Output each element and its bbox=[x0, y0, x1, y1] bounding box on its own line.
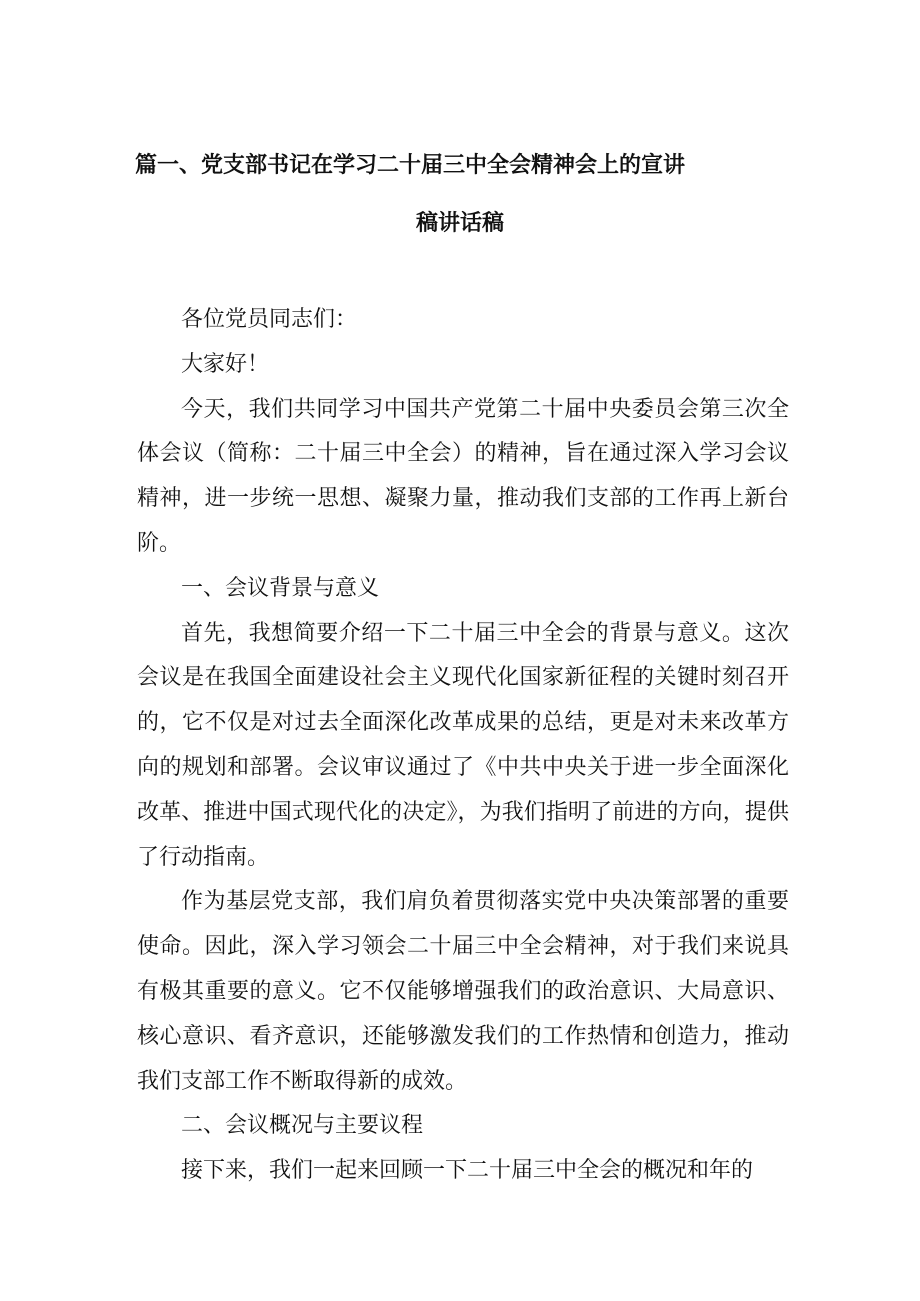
document-title-line-2: 稿讲话稿 bbox=[415, 211, 504, 236]
salutation: 各位党员同志们： bbox=[181, 307, 358, 332]
intro-paragraph: 今天，我们共同学习中国共产党第二十届中央委员会第三次全体会议（简称：二十届三中全会）的精神，旨在通过深入学习会议精神，进一步统一思想、凝聚力量，推动我们支部的工作再上新台阶。 bbox=[137, 396, 789, 556]
section-2-heading: 二、会议概况与主要议程 bbox=[181, 1113, 424, 1139]
section-2-paragraph-1: 接下来，我们一起来回顾一下二十届三中全会的概况和年的 bbox=[181, 1158, 754, 1184]
section-1-paragraph-2: 作为基层党支部，我们肩负着贯彻落实党中央决策部署的重要使命。因此，深入学习领会二十届三中全会精神，对于我们来说具有极其重要的意义。它不仅能够增强我们的政治意识、大局意识、核心意识、看齐意识，还能够激发我们的工作热情和创造力，推动我们支部工作不断取得新的成效。 bbox=[137, 889, 789, 1094]
document-body bbox=[137, 298, 789, 1194]
section-1-heading: 一、会议背景与意义 bbox=[181, 575, 380, 601]
document-title-line-1: 篇一、党支部书记在学习二十届三中全会精神会上的宣讲 bbox=[135, 153, 686, 178]
greeting: 大家好！ bbox=[181, 351, 270, 377]
section-1-paragraph-1: 首先，我想简要介绍一下二十届三中全会的背景与意义。这次会议是在我国全面建设社会主义现代化国家新征程的关键时刻召开的，它不仅是对过去全面深化改革成果的总结，更是对未来改革方向的规划和部署。会议审议通过了《中共中央关于进一步全面深化改革、推进中国式现代化的决定》，为我们指明了前进的方向，提供了行动指南。 bbox=[137, 620, 789, 870]
